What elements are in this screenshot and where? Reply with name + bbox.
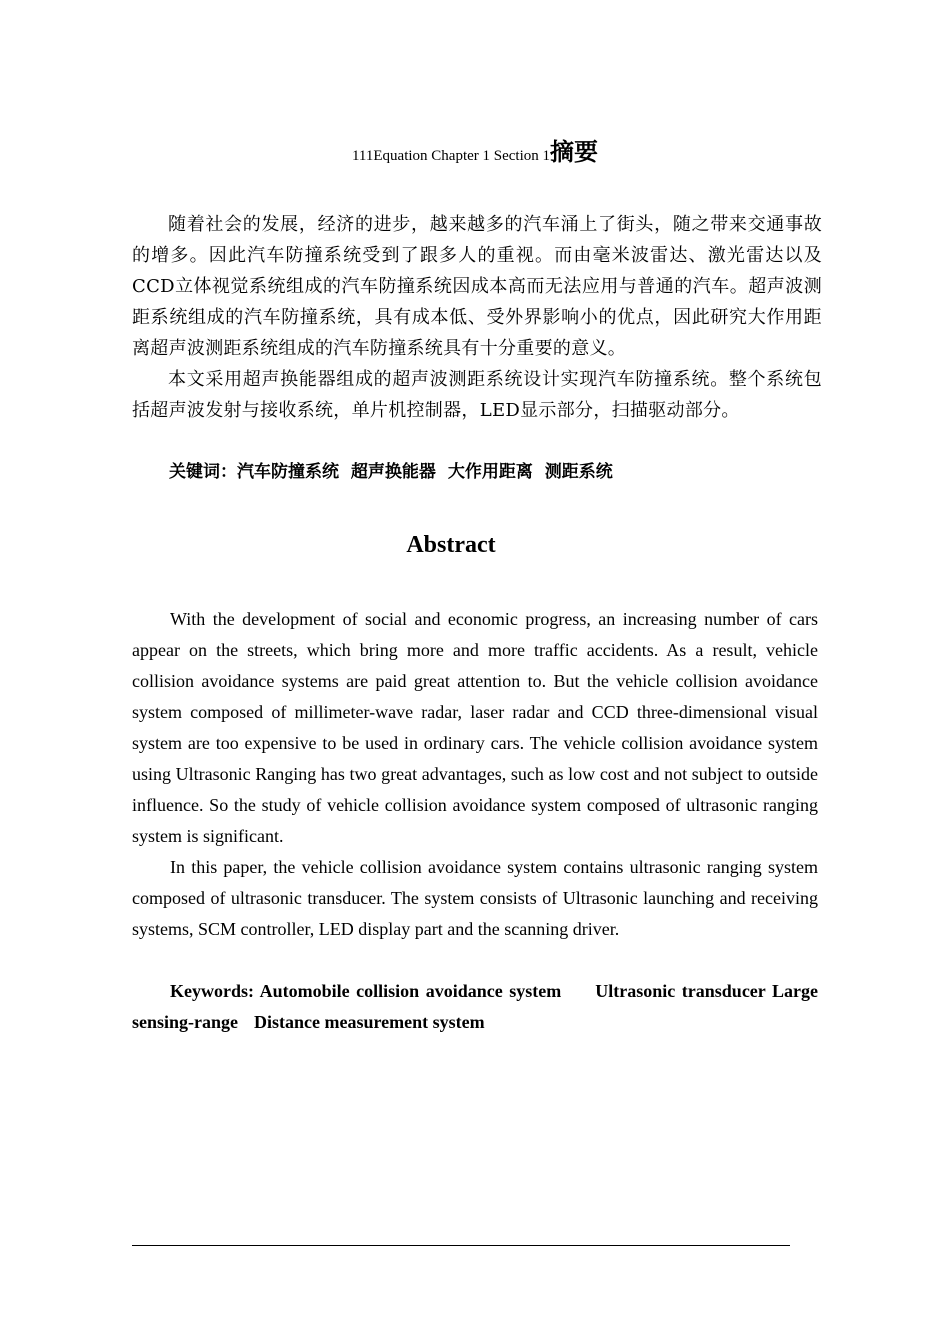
english-abstract-heading: Abstract xyxy=(406,532,496,558)
chinese-paragraph-2: 本文采用超声换能器组成的超声波测距系统设计实现汽车防撞系统。整个系统包括超声波发射与接收系统，单片机控制器，LED显示部分，扫描驱动部分。 xyxy=(132,369,822,421)
chinese-keyword: 超声换能器 xyxy=(350,462,436,482)
english-keywords xyxy=(132,976,818,1038)
english-keyword: Ultrasonic transducer xyxy=(595,981,766,1001)
english-keywords-label: Keywords: xyxy=(170,981,254,1001)
english-keyword: Distance measurement system xyxy=(254,1012,485,1032)
chinese-paragraph-1: 随着社会的发展，经济的进步，越来越多的汽车涌上了街头，随之带来交通事故的增多。因此汽车防撞系统受到了跟多人的重视。而由毫米波雷达、激光雷达以及CCD立体视觉系统组成的汽车防撞系统因成本高而无法应用与普通的汽车。超声波测距系统组成的汽车防撞系统，具有成本低、受外界影响小的优点，因此研究大作用距离超声波测距系统组成的汽车防撞系统具有十分重要的意义。 xyxy=(132,214,822,359)
english-paragraph-1: With the development of social and economic progress, an increasing number of cars appear on the streets, which bring more and more traffic accidents. As a result, vehicle collision avoidance systems are paid great attention to. But the vehicle collision avoidance system composed of millimeter-wave radar, laser radar and CCD three-dimensional visual system are too expensive to be used in ordinary cars. The vehicle collision avoidance system using Ultrasonic Ranging has two great advantages, such as low cost and not subject to outside influence. So the study of vehicle collision avoidance system composed of ultrasonic ranging system is significant. xyxy=(132,609,818,846)
equation-field-code: 111Equation Chapter 1 Section 1 xyxy=(351,148,551,164)
footer-divider xyxy=(132,1245,790,1246)
english-keyword: Automobile collision avoidance system xyxy=(259,981,562,1001)
english-keyword: Large sensing-range xyxy=(132,981,819,1032)
chinese-keywords xyxy=(169,457,829,488)
chinese-keyword: 大作用距离 xyxy=(447,462,533,482)
chinese-abstract-body xyxy=(132,209,822,426)
chinese-keyword: 汽车防撞系统 xyxy=(237,462,339,482)
chinese-abstract-heading: 摘要 xyxy=(550,138,599,166)
english-abstract-body xyxy=(132,604,818,945)
english-paragraph-2: In this paper, the vehicle collision avoidance system contains ultrasonic ranging system composed of ultrasonic transducer. The system consists of Ultrasonic launching and receiving systems, SCM controller, LED display part and the scanning driver. xyxy=(132,857,818,939)
chinese-abstract-title xyxy=(0,134,950,174)
chinese-keyword: 测距系统 xyxy=(544,462,613,482)
chinese-keywords-label: 关键词： xyxy=(169,462,237,482)
